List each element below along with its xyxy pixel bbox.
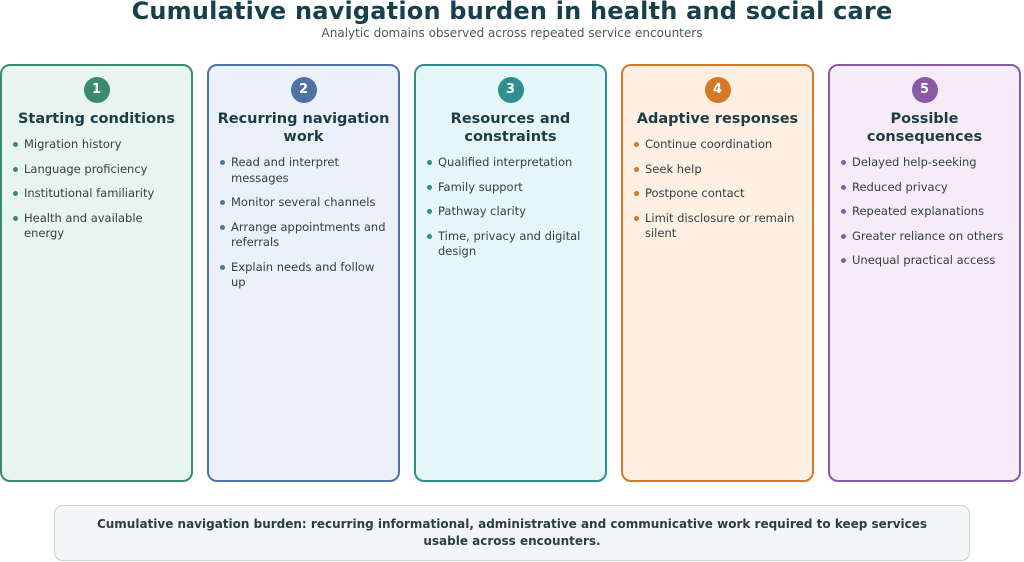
- panel-item-list: [12, 137, 183, 251]
- list-item: [633, 137, 804, 153]
- list-item: [840, 180, 1011, 196]
- list-item: [12, 186, 183, 202]
- panel-resources-and-constraints: [414, 64, 607, 482]
- panel-item-list: [219, 155, 390, 300]
- panel-number-badge: 4: [705, 77, 731, 103]
- item-label: Delayed help-seeking: [852, 155, 977, 169]
- list-item: [219, 195, 390, 211]
- bullet-dot-icon: [427, 185, 432, 190]
- panel-number-badge: 2: [291, 77, 317, 103]
- bullet-dot-icon: [841, 234, 846, 239]
- bullet-dot-icon: [220, 200, 225, 205]
- panel-item-list: [840, 155, 1011, 278]
- bullet-dot-icon: [634, 191, 639, 196]
- list-item: [633, 162, 804, 178]
- list-item: [426, 229, 597, 260]
- panel-title: Possible consequences: [866, 111, 983, 145]
- panel-title: Recurring navigation work: [217, 111, 390, 145]
- bullet-dot-icon: [841, 185, 846, 190]
- bullet-dot-icon: [220, 160, 225, 165]
- list-item: [840, 253, 1011, 269]
- bullet-dot-icon: [13, 216, 18, 221]
- list-item: [12, 137, 183, 153]
- panel-item-list: [426, 155, 597, 269]
- panel-title: Starting conditions: [17, 111, 175, 127]
- list-item: [12, 162, 183, 178]
- bullet-dot-icon: [427, 209, 432, 214]
- item-label: Limit disclosure or remain silent: [645, 210, 795, 240]
- bullet-dot-icon: [427, 234, 432, 239]
- item-label: Continue coordination: [645, 137, 773, 151]
- bullet-dot-icon: [220, 265, 225, 270]
- bullet-dot-icon: [13, 191, 18, 196]
- list-item: [426, 204, 597, 220]
- panel-number-badge: 3: [498, 77, 524, 103]
- item-label: Health and available energy: [24, 210, 143, 240]
- item-label: Repeated explanations: [852, 204, 985, 218]
- panel-recurring-navigation-work: [207, 64, 400, 482]
- panel-title: Adaptive responses: [636, 111, 799, 127]
- list-item: [219, 155, 390, 186]
- item-label: Time, privacy and digital design: [438, 228, 581, 258]
- bullet-dot-icon: [13, 167, 18, 172]
- panel-possible-consequences: [828, 64, 1021, 482]
- item-label: Postpone contact: [645, 186, 745, 200]
- panel-item-list: [633, 137, 804, 251]
- panel-adaptive-responses: [621, 64, 814, 482]
- page-subtitle: Analytic domains observed across repeated service encounters: [321, 26, 703, 40]
- item-label: Language proficiency: [24, 161, 148, 176]
- definition-text: Cumulative navigation burden: recurring informational, administrative and communicative work required to keep services usable across encounters.: [96, 517, 928, 548]
- item-label: Seek help: [645, 161, 702, 176]
- bullet-dot-icon: [634, 167, 639, 172]
- panel-starting-conditions: [0, 64, 193, 482]
- bullet-dot-icon: [634, 216, 639, 221]
- bullet-dot-icon: [634, 142, 639, 147]
- item-label: Family support: [438, 179, 523, 194]
- item-label: Read and interpret messages: [231, 155, 339, 185]
- item-label: Greater reliance on others: [852, 228, 1004, 243]
- bullet-dot-icon: [841, 209, 846, 214]
- bullet-dot-icon: [841, 258, 846, 263]
- list-item: [840, 204, 1011, 220]
- domain-panels: [0, 64, 1024, 484]
- list-item: [633, 186, 804, 202]
- bullet-dot-icon: [841, 160, 846, 165]
- list-item: [633, 211, 804, 242]
- panel-number-badge: 1: [84, 77, 110, 103]
- item-label: Explain needs and follow up: [231, 259, 375, 289]
- list-item: [219, 260, 390, 291]
- item-label: Reduced privacy: [852, 179, 948, 194]
- bullet-dot-icon: [220, 225, 225, 230]
- item-label: Pathway clarity: [438, 204, 526, 218]
- item-label: Monitor several channels: [231, 195, 376, 209]
- item-label: Migration history: [24, 137, 122, 151]
- item-label: Qualified interpretation: [438, 155, 573, 169]
- list-item: [426, 180, 597, 196]
- item-label: Institutional familiarity: [24, 186, 155, 200]
- list-item: [219, 220, 390, 251]
- list-item: [12, 211, 183, 242]
- page-title: Cumulative navigation burden in health and social care: [131, 0, 893, 25]
- list-item: [426, 155, 597, 171]
- list-item: [840, 229, 1011, 245]
- bullet-dot-icon: [13, 142, 18, 147]
- list-item: [840, 155, 1011, 171]
- bullet-dot-icon: [427, 160, 432, 165]
- panel-title: Resources and constraints: [450, 111, 571, 145]
- definition-box: [54, 505, 970, 561]
- item-label: Unequal practical access: [852, 253, 996, 267]
- item-label: Arrange appointments and referrals: [231, 219, 386, 249]
- panel-number-badge: 5: [912, 77, 938, 103]
